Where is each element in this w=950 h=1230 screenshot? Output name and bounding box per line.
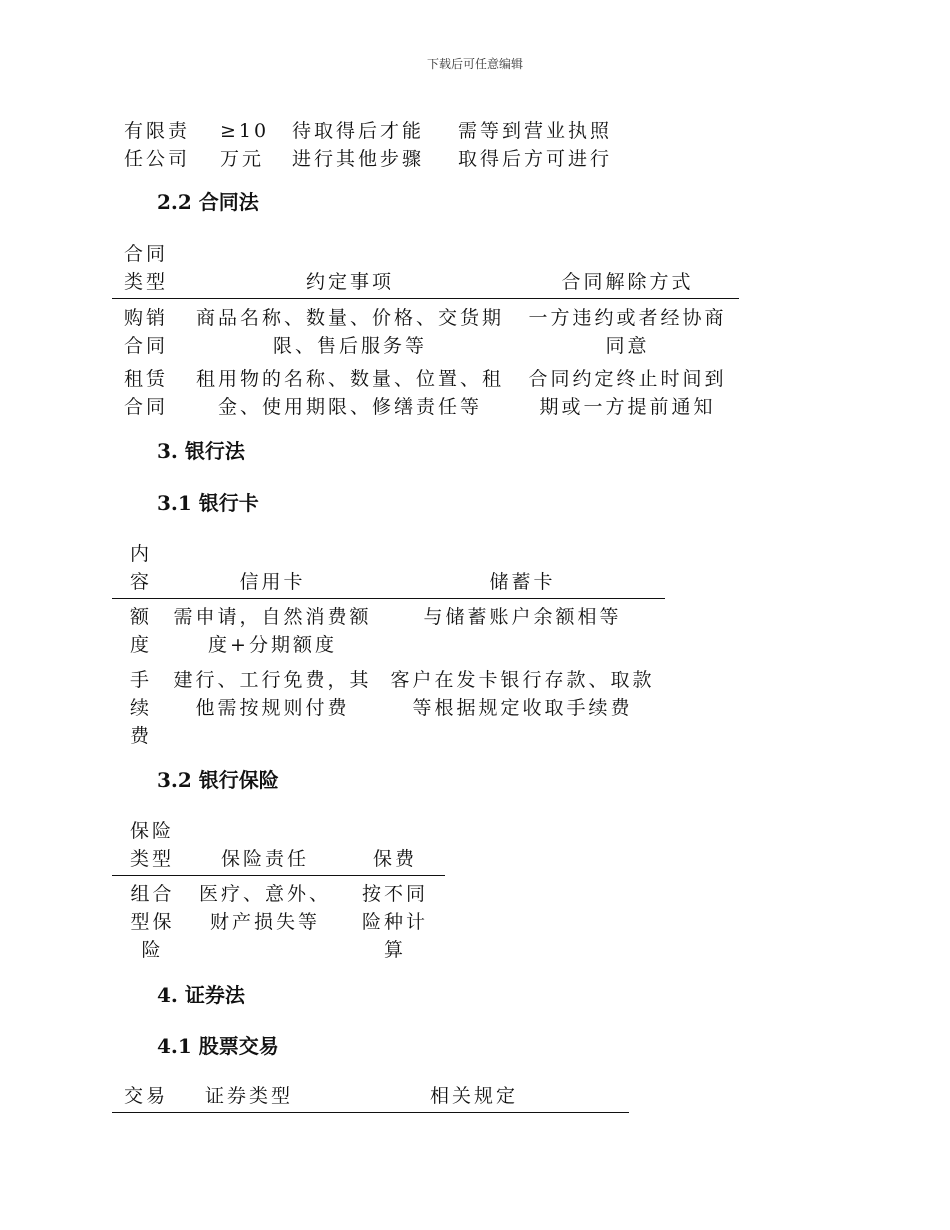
t2-row1-terms: 商品名称、数量、价格、交货期 限、售后服务等 — [195, 307, 504, 357]
t5-head-rules: 相关规定 — [430, 1085, 519, 1107]
t4-header-rule — [112, 875, 445, 876]
t5-head-security-type: 证券类型 — [205, 1085, 294, 1107]
t1-cell-step: 待取得后才能 进行其他步骤 — [292, 120, 425, 170]
heading-4-1: 4.1 股票交易 — [157, 1034, 279, 1058]
t2-row1-type: 购销 合同 — [124, 307, 169, 357]
t3-head-content: 内 容 — [130, 543, 153, 593]
heading-3: 3. 银行法 — [157, 439, 245, 463]
t1-cell-license: 需等到营业执照 取得后方可进行 — [458, 120, 613, 170]
t2-head-type: 合同 类型 — [124, 243, 169, 293]
heading-3-2: 3.2 银行保险 — [157, 768, 279, 792]
t2-row2-termination: 合同约定终止时间到 期或一方提前通知 — [528, 368, 727, 418]
t2-row2-terms: 租用物的名称、数量、位置、租 金、使用期限、修缮责任等 — [195, 368, 504, 418]
t1-cell-capital: ≥10 万元 — [220, 120, 270, 170]
t2-row2-type: 租赁 合同 — [124, 368, 169, 418]
t3-head-debit: 储蓄卡 — [489, 571, 556, 593]
t3-row2-credit: 建行、工行免费，其 他需按规则付费 — [173, 669, 372, 719]
heading-2-2: 2.2 合同法 — [157, 190, 259, 214]
t4-row1-type: 组合 型保 险 — [130, 883, 175, 961]
t2-row1-termination: 一方违约或者经协商 同意 — [528, 307, 727, 357]
t2-head-terms: 约定事项 — [305, 271, 394, 293]
t1-cell-type: 有限责 任公司 — [124, 120, 191, 170]
t3-row1-debit: 与储蓄账户余额相等 — [423, 606, 622, 628]
t4-head-liability: 保险责任 — [220, 848, 309, 870]
page-header: 下载后可任意编辑 — [426, 57, 523, 71]
heading-4: 4. 证券法 — [157, 983, 245, 1007]
t2-head-termination: 合同解除方式 — [561, 271, 694, 293]
t4-row1-liability: 医疗、意外、 财产损失等 — [198, 883, 331, 933]
t3-row2-debit: 客户在发卡银行存款、取款 等根据规定收取手续费 — [390, 669, 655, 719]
t4-head-premium: 保费 — [372, 848, 417, 870]
t5-header-rule — [112, 1112, 629, 1113]
t3-row1-label: 额 度 — [130, 606, 153, 656]
t3-header-rule — [112, 598, 665, 599]
t3-row1-credit: 需申请，自然消费额 度+分期额度 — [173, 606, 372, 656]
t5-head-trade: 交易 — [124, 1085, 169, 1107]
t3-row2-label: 手 续 费 — [130, 669, 153, 747]
t4-row1-premium: 按不同 险种计 算 — [361, 883, 428, 961]
heading-3-1: 3.1 银行卡 — [157, 491, 259, 515]
t2-header-rule — [112, 298, 739, 299]
t4-head-type: 保险 类型 — [130, 820, 175, 870]
t3-head-credit: 信用卡 — [239, 571, 306, 593]
